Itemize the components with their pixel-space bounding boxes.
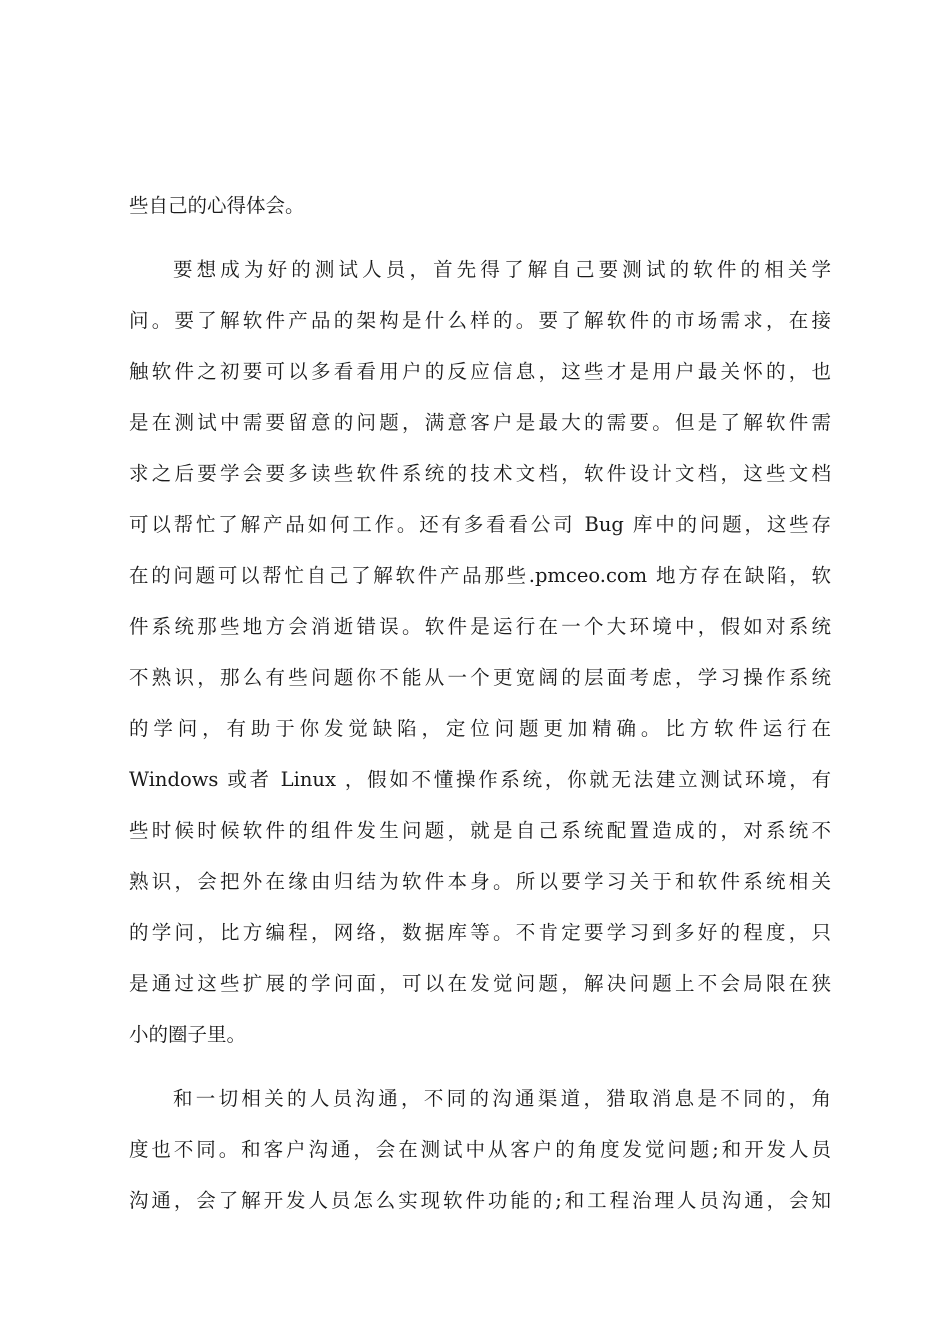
- paragraph-3-line-1: 和一切相关的人员沟通，不同的沟通渠道，猎取消息是不同的，角: [173, 1087, 831, 1110]
- paragraph-gap: [129, 1060, 831, 1073]
- paragraph-2-line-15: 是通过这些扩展的学问面，可以在发觉问题，解决问题上不会局限在狭: [129, 972, 831, 995]
- paragraph-2-line-6: 可以帮忙了解产品如何工作。还有多看看公司 Bug 库中的问题，这些存: [129, 513, 831, 536]
- paragraph-2-line-4: 是在测试中需要留意的问题，满意客户是最大的需要。但是了解软件需: [129, 411, 831, 434]
- paragraph-2-line-5: 求之后要学会要多读些软件系统的技术文档，软件设计文档，这些文档: [129, 462, 831, 485]
- paragraph-gap: [129, 231, 831, 244]
- paragraph-2-line-10: 的学问，有助于你发觉缺陷，定位问题更加精确。比方软件运行在: [129, 717, 831, 740]
- paragraph-2-line-2: 问。要了解软件产品的架构是什么样的。要了解软件的市场需求，在接: [129, 309, 831, 332]
- document-body: [129, 180, 831, 1226]
- paragraph-2-line-1: 要想成为好的测试人员，首先得了解自己要测试的软件的相关学: [173, 258, 831, 281]
- paragraph-3-line-3: 沟通，会了解开发人员怎么实现软件功能的;和工程治理人员沟通，会知: [129, 1189, 831, 1212]
- paragraph-2-line-14: 的学问，比方编程，网络，数据库等。不肯定要学习到多好的程度，只: [129, 921, 831, 944]
- paragraph-2-line-12: 些时候时候软件的组件发生问题，就是自己系统配置造成的，对系统不: [129, 819, 831, 842]
- paragraph-2-line-13: 熟识，会把外在缘由归结为软件本身。所以要学习关于和软件系统相关: [129, 870, 831, 893]
- paragraph-2-line-7: 在的问题可以帮忙自己了解软件产品那些.pmceo.com 地方存在缺陷，软: [129, 564, 831, 587]
- paragraph-2-line-3: 触软件之初要可以多看看用户的反应信息，这些才是用户最关怀的，也: [129, 360, 831, 383]
- paragraph-2-line-8: 件系统那些地方会消逝错误。软件是运行在一个大环境中，假如对系统: [129, 615, 831, 638]
- paragraph-2-line-16: 小的圈子里。: [129, 1023, 247, 1046]
- paragraph-2-line-9: 不熟识，那么有些问题你不能从一个更宽阔的层面考虑，学习操作系统: [129, 666, 831, 689]
- paragraph-2-line-11: Windows 或者 Linux ，假如不懂操作系统，你就无法建立测试环境，有: [129, 768, 831, 791]
- paragraph-3-line-2: 度也不同。和客户沟通，会在测试中从客户的角度发觉问题;和开发人员: [129, 1138, 831, 1161]
- paragraph-1-line-1: 些自己的心得体会。: [129, 194, 305, 217]
